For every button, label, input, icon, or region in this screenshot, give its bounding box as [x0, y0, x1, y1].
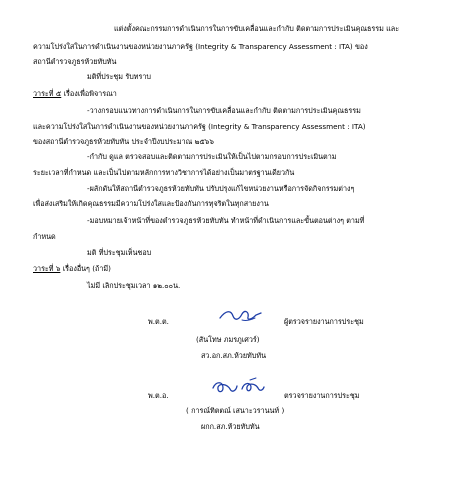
signer-2-position: ผกก.สภ.ห้วยทับทัน	[201, 422, 260, 431]
agenda-5-line-9: กำหนด	[33, 232, 56, 241]
signer-1-rank: พ.ต.ต.	[148, 317, 169, 326]
signature-2-handwriting	[210, 374, 266, 398]
agenda-5-line-5: ระยะเวลาที่กำหนด และเป็นไปตามหลักการทางวิชาการได้อย่างเป็นมาตรฐานเดียวกัน	[33, 168, 295, 177]
agenda-5-line-2: และความโปร่งใสในการดำเนินงานของหน่วยงานภาครัฐ (Integrity & Transparency Assessment : ITA)	[33, 122, 366, 131]
signer-2-role: ตรวจรายงานการประชุม	[284, 391, 360, 400]
agenda-5-line-1: -วางกรอบแนวทางการดำเนินการในการขับเคลื่อนและกำกับ ติดตามการประเมินคุณธรรม	[87, 106, 361, 115]
signature-1-handwriting	[218, 304, 264, 326]
meeting-closed: ไม่มี เลิกประชุมเวลา ๑๒.๐๐น.	[87, 281, 181, 290]
agenda-6-title: เรื่องอื่นๆ (ถ้ามี)	[62, 264, 111, 273]
line-appointment-3: สถานีตำรวจภูธรห้วยทับทัน	[33, 57, 117, 66]
agenda-5-line-7: เพื่อส่งเสริมให้เกิดคุณธรรมมีความโปร่งใสและป้องกันการทุจริตในทุกสายงาน	[33, 199, 269, 208]
agenda-6-label: วาระที่ ๖	[33, 264, 61, 273]
agenda-5-label: วาระที่ ๕	[33, 89, 62, 98]
agenda-5-line-8: -มอบหมายเจ้าหน้าที่ของตำรวจภูธรห้วยทับทัน ทำหน้าที่ดำเนินการและขั้นตอนต่างๆ ตามที่	[87, 216, 365, 225]
signer-1-role: ผู้ตรวจรายงานการประชุม	[284, 317, 364, 326]
agenda-5-line-4: -กำกับ ดูแล ตรวจสอบและติดตามการประเมินให้เป็นไปตามกรอบการประเมินตาม	[87, 152, 337, 161]
line-appointment-1: แต่งตั้งคณะกรรมการดำเนินการในการขับเคลื่อนและกำกับ ติดตามการประเมินคุณธรรม และ	[114, 24, 400, 33]
line-appointment-2: ความโปร่งใสในการดำเนินงานของหน่วยงานภาครัฐ (Integrity & Transparency Assessment : ITA) ของ	[33, 42, 368, 51]
resolution-approved: มติ ที่ประชุมเห็นชอบ	[87, 248, 152, 257]
agenda-6-heading	[33, 264, 111, 273]
signer-2-name: ( การณ์ทิตตณ์ เสนาะวรานนท์ )	[186, 406, 285, 415]
signer-2-rank: พ.ต.อ.	[148, 391, 169, 400]
agenda-5-line-3: ของสถานีตำรวจภูธรห้วยทับทัน ประจำปีงบประมาณ ๒๕๖๖	[33, 137, 214, 146]
agenda-5-title: เรื่องเพื่อพิจารณา	[63, 89, 117, 98]
signer-1-position: สว.อก.สภ.ห้วยทับทัน	[201, 351, 267, 360]
agenda-5-heading	[33, 89, 117, 98]
signer-1-name: (สันโทษ ภมรภูเศวร์)	[196, 335, 260, 344]
resolution-acknowledged: มติที่ประชุม รับทราบ	[87, 72, 151, 81]
agenda-5-line-6: -ผลักดันให้สถานีตำรวจภูธรห้วยทับทัน ปรับปรุงแก้ไขหน่วยงานหรือการจัดกิจกรรมต่างๆ	[87, 184, 355, 193]
